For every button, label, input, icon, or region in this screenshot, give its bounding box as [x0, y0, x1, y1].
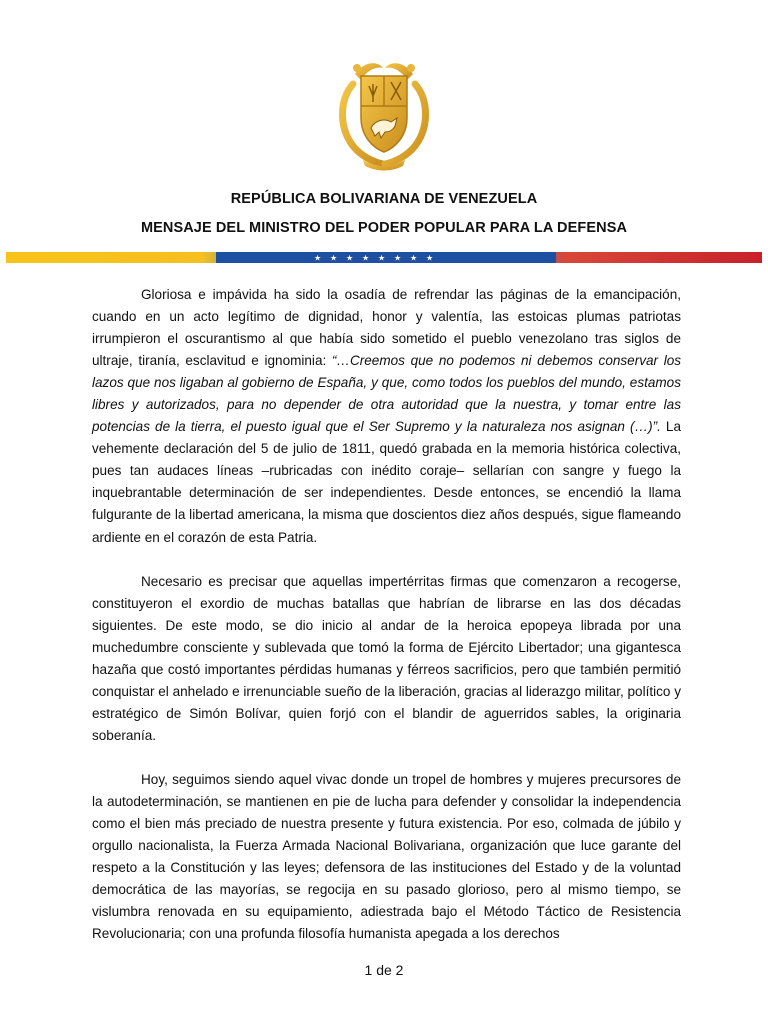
svg-text:★: ★	[346, 253, 354, 263]
header-subtitle: MENSAJE DEL MINISTRO DEL PODER POPULAR PARA LA DEFENSA	[140, 220, 628, 236]
paragraph-1-quote: “…Creemos que no podemos ni debemos conservar los lazos que nos ligaban al gobierno de España, y que, como todos los pueblos del mundo, estamos libres y autorizados, para no depender de otra autoridad que la nuestra, y tomar entre las potencias de la tierra, el puesto igual que el Ser Supremo y la naturaleza nos asignan (…)”.	[92, 353, 682, 435]
paragraph-3: Hoy, seguimos siendo aquel vivac donde un tropel de hombres y mujeres precursores de la autodeterminación, se mantienen en pie de lucha para defender y consolidar la independencia como el bien más preciado de nuestra presente y futura existencia. Por eso, colmada de júbilo y orgullo nacionalista, la Fuerza Armada Nacional Bolivariana, organización que luce garante del respeto a la Constitución y las leyes; defensora de las instituciones del Estado y de la voluntad democrática de las mayorías, se regocija en su pasado glorioso, pero al mismo tiempo, se vislumbra renovada en su equipamiento, adiestrada bajo el Método Táctico de Resistencia Revolucionaria; con una profunda filosofía humanista apegada a los derechos	[92, 771, 681, 942]
message-body	[92, 284, 681, 967]
paragraph-1-rest: La vehemente declaración del 5 de julio de 1811, quedó grabada en la memoria histórica colectiva, pues tan audaces líneas –rubricadas con inédito coraje– sellarían con sangre y fuego la inquebrantable determinación de ser independientes. Desde entonces, se encendió la llama fulgurante de la libertad americana, la misma que doscientos diez años después, sigue flameando ardiente en el corazón de esta Patria.	[92, 419, 681, 545]
svg-text:★: ★	[330, 253, 338, 263]
paragraph-2: Necesario es precisar que aquellas impertérritas firmas que comenzaron a recogerse, constituyeron el exordio de muchas batallas que habrían de librarse en las dos décadas siguientes. De este modo, se dio inicio al andar de la heroica epopeya librada por una muchedumbre consciente y sublevada que tomó la forma de Ejército Libertador; una gigantesca hazaña que costó importantes pérdidas humanas y férreos sacrificios, pero que también permitió conquistar el anhelado e irrenunciable sueño de la liberación, gracias al liderazgo militar, político y estratégico de Simón Bolívar, quien forjó con el blandir de aguerridos sables, la originaria soberanía.	[92, 573, 681, 743]
coat-of-arms-icon	[333, 56, 435, 172]
paragraph-1	[92, 284, 681, 549]
svg-text:★: ★	[314, 253, 322, 263]
flag-band	[6, 252, 762, 263]
svg-text:★: ★	[378, 253, 386, 263]
svg-text:★: ★	[362, 253, 370, 263]
paragraph-1-intro: Gloriosa e impávida ha sido la osadía de refrendar las páginas de la emancipación, cuando en un acto legítimo de dignidad, honor y valentía, las estoicas plumas patriotas irrumpieron el oscurantismo al que había sido sometido el pueblo venezolano tras siglos de ultraje, tiranía, esclavitud e ignominia:	[92, 287, 681, 369]
svg-text:★: ★	[410, 253, 418, 263]
page-number: 1 de 2	[364, 962, 404, 978]
header-title: REPÚBLICA BOLIVARIANA DE VENEZUELA	[230, 191, 538, 207]
svg-text:★: ★	[394, 253, 402, 263]
svg-text:★: ★	[426, 253, 434, 263]
